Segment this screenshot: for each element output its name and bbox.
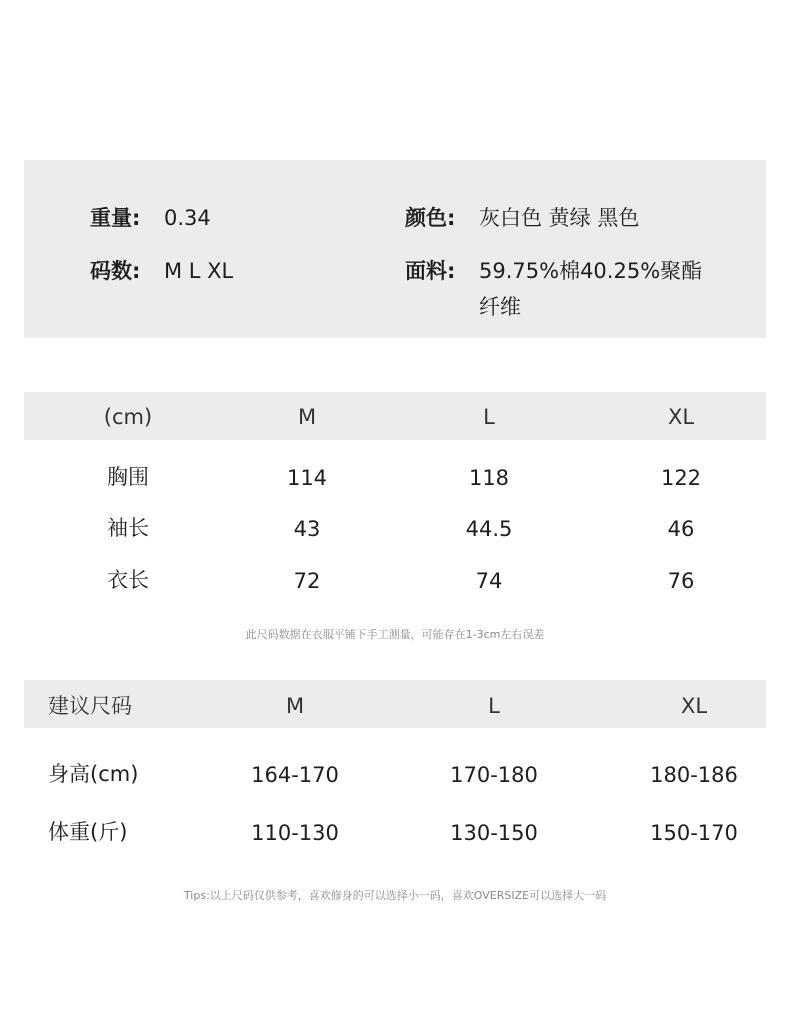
recommend-row-label-weight: 体重(斤) [48, 820, 128, 844]
fabric-label: 面料: [405, 259, 456, 283]
sizes-value: M L XL [164, 259, 234, 283]
size-table-header-xl: XL [667, 405, 695, 429]
recommend-header-l: L [488, 694, 500, 718]
size-cell: 43 [293, 517, 321, 541]
recommend-cell: 150-170 [650, 821, 738, 845]
product-info-panel [24, 160, 766, 338]
color-label: 颜色: [405, 206, 456, 230]
recommend-header-xl: XL [680, 694, 708, 718]
weight-label: 重量: [90, 206, 141, 230]
size-table-header-l: L [483, 405, 495, 429]
size-cell: 46 [667, 517, 695, 541]
sizes-label: 码数: [90, 259, 141, 283]
recommend-cell: 130-150 [450, 821, 538, 845]
size-row-label-sleeve: 袖长 [107, 516, 149, 540]
recommend-cell: 170-180 [450, 763, 538, 787]
recommend-cell: 110-130 [251, 821, 339, 845]
size-cell: 44.5 [465, 517, 513, 541]
size-table-note: 此尺码数据在衣服平铺下手工测量，可能存在1-3cm左右误差 [245, 628, 545, 641]
size-table-header-unit: (cm) [103, 405, 153, 429]
size-cell: 114 [286, 466, 328, 490]
recommend-header-m: M [285, 694, 305, 718]
fabric-value: 59.75%棉40.25%聚酯纤维 [479, 259, 703, 319]
size-table-header-m: M [297, 405, 317, 429]
size-row-label-chest: 胸围 [107, 465, 149, 489]
size-row-label-length: 衣长 [107, 568, 149, 592]
recommend-cell: 180-186 [650, 763, 738, 787]
weight-value: 0.34 [164, 206, 211, 230]
size-cell: 118 [468, 466, 510, 490]
size-cell: 74 [475, 569, 503, 593]
recommend-row-label-height: 身高(cm) [48, 762, 139, 786]
recommend-table-note: Tips:以上尺码仅供参考，喜欢修身的可以选择小一码，喜欢OVERSIZE可以选择大一码 [183, 889, 607, 902]
size-cell: 122 [660, 466, 702, 490]
size-cell: 72 [293, 569, 321, 593]
size-cell: 76 [667, 569, 695, 593]
recommend-cell: 164-170 [251, 763, 339, 787]
recommend-header-label: 建议尺码 [48, 694, 132, 718]
color-value: 灰白色 黄绿 黑色 [479, 206, 640, 230]
